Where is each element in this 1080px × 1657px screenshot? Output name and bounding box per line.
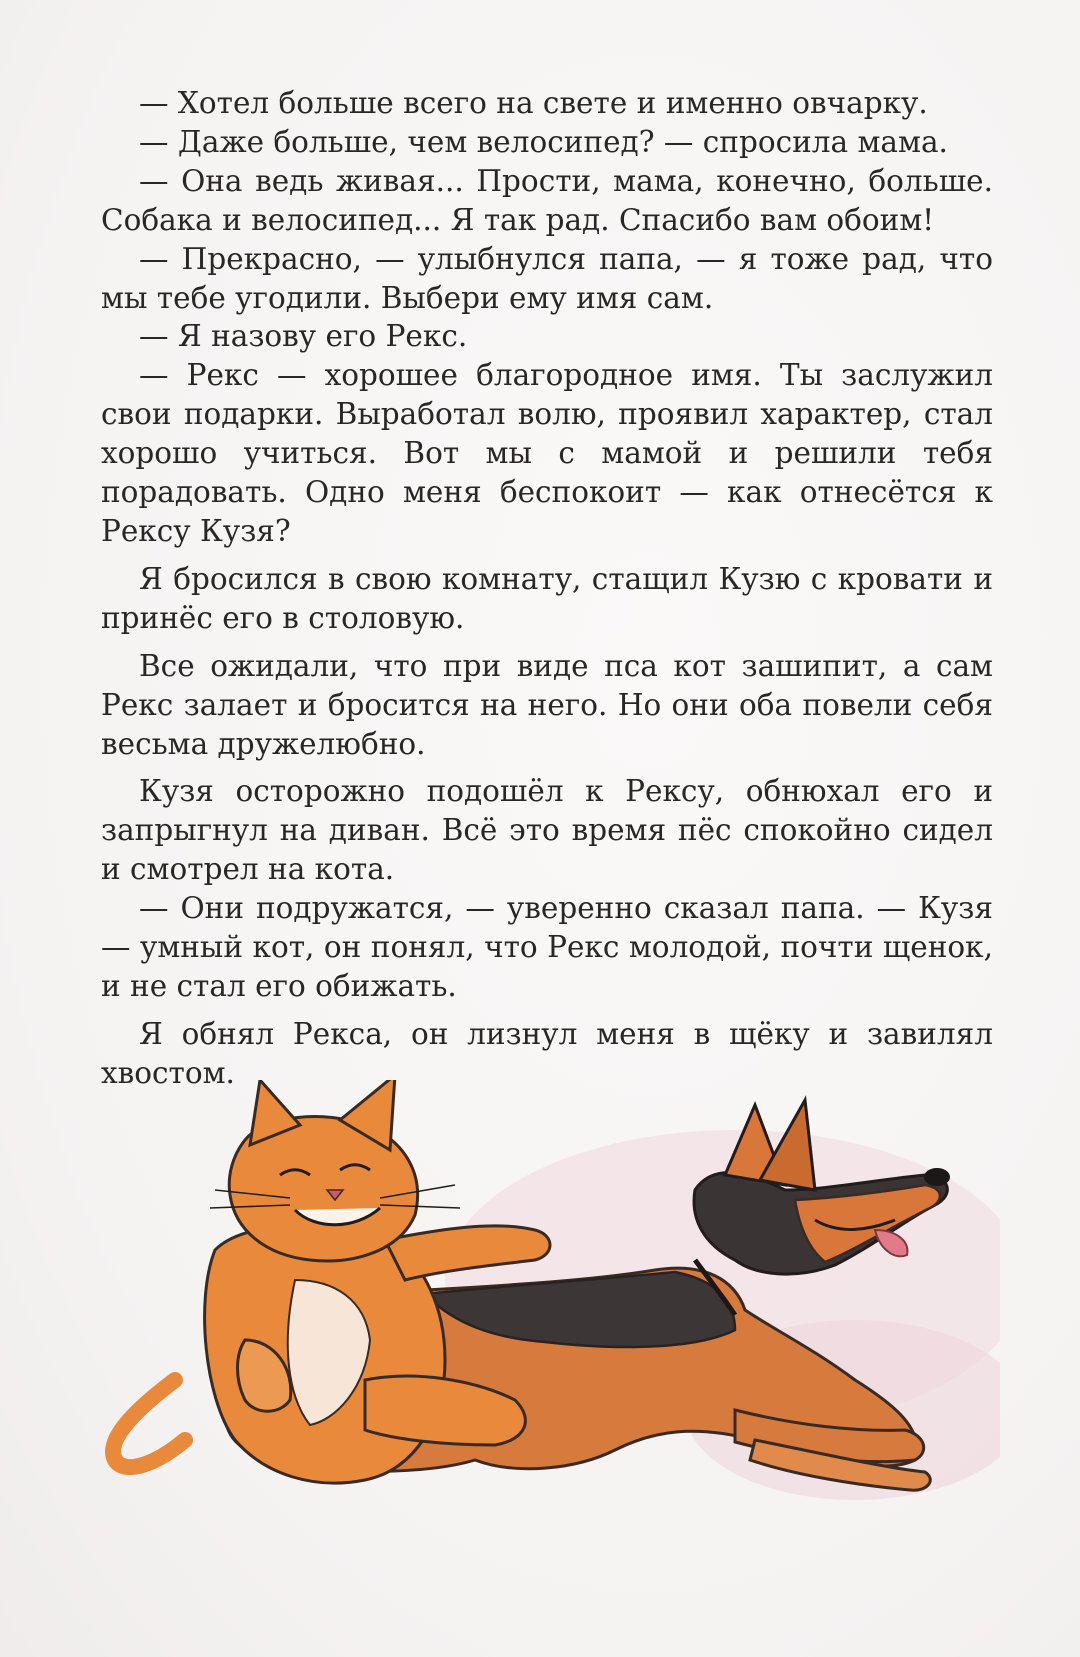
paragraph: Кузя осторожно подошёл к Рексу, обнюхал его и запрыгнул на диван. Всё это время пёс спокойно сидел и смотрел на кота.	[101, 774, 993, 887]
paragraph: — Они подружатся, — уверенно сказал папа. — Кузя — умный кот, он понял, что Рекс молодой, почти щенок, и не стал его обижать.	[101, 891, 993, 1003]
paragraph: — Прекрасно, — улыбнулся папа, — я тоже рад, что мы тебе угодили. Выбери ему имя сам.	[101, 241, 993, 315]
paragraph: Все ожидали, что при виде пса кот зашипит, а сам Рекс залает и бросится на него. Но они оба повели себя весьма дружелюбно.	[101, 648, 993, 761]
story-text	[101, 84, 993, 1093]
paragraph: — Даже больше, чем велосипед? — спросила мама.	[139, 124, 948, 159]
paragraph: — Я назову его Рекс.	[139, 319, 468, 354]
paragraph: Я бросился в свою комнату, стащил Кузю с кровати и принёс его в столовую.	[101, 561, 993, 635]
paragraph: Я обнял Рекса, он лизнул меня в щёку и завилял хвостом.	[101, 1016, 993, 1090]
paragraph: — Рекс — хорошее благородное имя. Ты заслужил свои подарки. Выработал волю, проявил характер, стал хорошо учиться. Вот мы с мамой и решили тебя порадовать. Одно меня беспокоит — как отнесётся к Рексу Кузя?	[101, 358, 993, 548]
paragraph: — Она ведь живая... Прости, мама, конечно, больше. Собака и велосипед... Я так рад. Спасибо вам обоим!	[101, 163, 993, 237]
cat-and-dog-illustration	[95, 1080, 1000, 1550]
paragraph: — Хотел больше всего на свете и именно овчарку.	[139, 86, 928, 120]
